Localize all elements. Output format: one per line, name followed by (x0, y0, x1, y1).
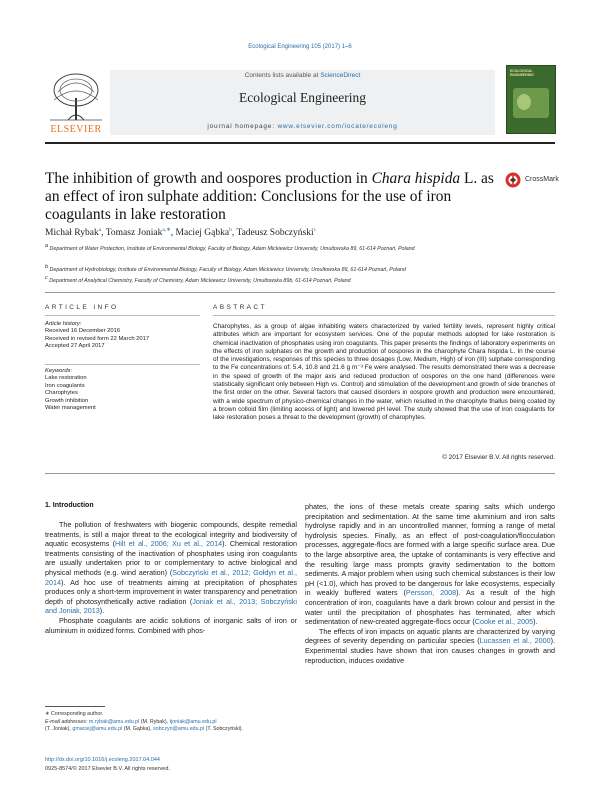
journal-citation[interactable]: Ecological Engineering 105 (2017) 1–6 (248, 44, 352, 50)
journal-cover-thumbnail[interactable] (506, 65, 556, 134)
intro-text: ). (533, 617, 538, 627)
intro-text: ). Ad hoc use of treatments aiming at precipitation of phosphates produces only a short-term improvement in water transparency and penetration depth of photosynthetically active radiation ( (45, 577, 297, 606)
history-revised: Received in revised form 22 March 2017 (45, 335, 150, 342)
email-link[interactable]: m.rybak@amu.edu.pl (88, 718, 140, 725)
email-owner: (T. Joniak), (45, 726, 73, 733)
affiliation-text: Department of Water Protection, Institute of Environmental Biology, Faculty of Biology, Adam Mickiewicz University, Umultowska 89, 61-614 Poznań, Poland (49, 245, 415, 252)
contents-line (110, 72, 495, 79)
email-link[interactable]: gmaciej@amu.edu.pl (72, 726, 123, 733)
article-history (45, 321, 200, 351)
author-separator: , (170, 228, 176, 239)
intro-text: The pollution of freshwaters with biogenic compounds, despite remedial treatments, is still a major threat to the ecological integrity and biodiversity of aquatic ecosystems ( (45, 520, 297, 549)
email-line (45, 726, 305, 734)
title-text-1: The inhibition of growth and oospores production in (45, 170, 372, 187)
reference-link[interactable]: Persson, 2008 (405, 588, 457, 598)
intro-text: ). (99, 606, 105, 616)
keywords-rule (45, 364, 200, 365)
homepage-prefix: journal homepage: (207, 123, 278, 130)
footnote-rule (45, 706, 105, 707)
homepage-link[interactable]: www.elsevier.com/locate/ecoleng (277, 123, 398, 130)
author-affil-marker[interactable]: b (229, 227, 232, 233)
reference-link[interactable]: Sobczyński et al., 2012; Gołdyn et al., 2014 (45, 567, 297, 587)
reference-link[interactable]: Lucassen et al., 2000 (479, 636, 551, 646)
affiliation-marker: c (45, 275, 48, 281)
email-link[interactable]: tjoniak@amu.edu.pl (169, 718, 217, 725)
intro-paragraph (305, 627, 555, 665)
keyword: Lake restoration (45, 375, 87, 382)
abstract-rule (213, 315, 555, 316)
crossmark-badge[interactable] (505, 172, 559, 192)
author-separator: , (231, 228, 237, 239)
article-title (45, 170, 495, 224)
keyword: Water management (45, 405, 96, 412)
author-list (45, 227, 316, 238)
section-divider (45, 473, 555, 474)
affiliation (45, 264, 555, 274)
affiliation-marker: b (45, 264, 49, 270)
email-owner: (M. Gąbka), (122, 726, 154, 733)
intro-text: ). Chemical restoration treatments consisting of the inactivation of phosphates using iron coagulants are usually undertaken prior to or complementary to active biological and physical methods (e.g. wind aeration) ( (45, 539, 297, 577)
reference-link[interactable]: Hilt et al., 2006; Xu et al., 2014 (115, 539, 223, 549)
affiliation-text: Department of Hydrobiology, Institute of Environmental Biology, Faculty of Biology, Adam Mickiewicz University, Umultowska 89, 61-614 Poznań, Poland (49, 266, 406, 273)
keyword: Charophytes (45, 390, 78, 397)
history-received: Received 16 December 2016 (45, 328, 121, 335)
elsevier-logo (46, 70, 106, 136)
keywords-label: Keywords: (45, 368, 73, 374)
affiliation (45, 275, 555, 285)
author-affil-marker[interactable]: a (98, 227, 102, 233)
history-accepted: Accepted 27 April 2017 (45, 343, 105, 350)
keyword: Growth inhibition (45, 397, 89, 404)
footnotes (45, 711, 305, 734)
crossmark-icon (505, 172, 521, 188)
history-label: Article history: (45, 321, 82, 327)
keyword: Iron coagulants (45, 382, 85, 389)
intro-left-column (45, 520, 297, 635)
author-separator: , (101, 228, 106, 239)
affiliation (45, 243, 555, 253)
email-line (45, 719, 305, 727)
abstract-text: Charophytes, as a group of algae inhabiting waters characterized by varied fertility levels, represent highly critical attributes which are important for ecosystem services. One of the popular methods adopted for lake restoration is chemical inactivation of phosphates using iron coagulants. This paper presents the findings of laboratory experiments on the effects of iron sulphates on the growth and production of oospores in the charophyte Chara hispida L. In the course of the investigations, responses of this species to three dosages (Low, Medium, High) of iron (III) sulphate corresponding to the Fe concentrations of: 5.4, 10.8 and 21.6 g m⁻³ Fe were analysed. The results demonstrated there was a decrease in the speed of growth of the major axis and reduced production of oospores on the one hand (differences were statistically significant only between High vs. Control) and stimulation of the development and growth of side branches of the first order on the other. Several factors that caused disorders in oospore growth and production were encountered, with a wide spectrum of physico-chemical changes in the water, which resulted in the charophyte thallus being coated by a brown colloid film (limiting access of light) and lowered pH level. The study showed that the use of iron coagulants for lake restoration poses a threat to the development (growth) of charophytes. (213, 323, 555, 422)
elsevier-wordmark: ELSEVIER (50, 124, 102, 135)
sciencedirect-link[interactable]: ScienceDirect (320, 72, 361, 79)
contents-prefix: Contents lists available at (244, 72, 321, 79)
affiliation-marker: a (45, 243, 49, 249)
keywords-block (45, 368, 200, 412)
abstract-heading: ABSTRACT (213, 304, 267, 311)
email-owner: (T. Sobczyński). (204, 726, 244, 733)
intro-text: ). Experimental studies have shown that iron causes changes in growth and reproduction, induces oxidative (305, 636, 555, 665)
author-name[interactable]: Michał Rybak (45, 228, 99, 239)
author-name[interactable]: Tadeusz Sobczyński (236, 228, 314, 239)
cover-title: ECOLOGICAL ENGINEERING (510, 69, 534, 77)
author-name[interactable]: Maciej Gąbka (175, 228, 230, 239)
header-rule (45, 142, 555, 144)
title-species: Chara hispida (371, 170, 461, 187)
journal-banner (110, 70, 495, 135)
affiliation-text: Department of Analytical Chemistry, Faculty of Chemistry, Adam Mickiewicz University, Umultowska 89b, 61-614 Poznań, Poland (49, 277, 351, 284)
introduction-heading: 1. Introduction (45, 502, 94, 509)
email-label: E-mail addresses: (45, 718, 89, 725)
article-info-rule (45, 315, 200, 316)
cover-image-detail (517, 94, 531, 110)
journal-name: Ecological Engineering (238, 90, 367, 105)
intro-text: phates, the ions of these metals create sparing salts which undergo precipitation and sedimentation. At the same time aluminium and iron salts hydrolyse rapidly and in an uncontrolled manner, forming a range of metal hydrolysis species. Finally, as an effect of post-coagulation/flocculation processes, aggregate-flocs are formed with a large specific surface area. Due to the large absorptive area, the uptake of contaminants is very effective and the resulting large mass prompts gravity sedimentation to the bottom sediments. A major problem when using such chemical substances is their low pH (<1.0), which has proved to be dangerous for lake ecosystems, especially in weakly buffered waters ( (305, 502, 555, 598)
reference-link[interactable]: Cooke et al., 2005 (474, 617, 534, 627)
journal-homepage (110, 123, 495, 130)
author-affil-marker[interactable]: a,∗ (162, 227, 171, 233)
intro-paragraph: Phosphate coagulants are acidic solutions of inorganic salts of iron or aluminium in oxidized forms. Combined with phos- (45, 615, 297, 635)
intro-right-column (305, 502, 555, 665)
issn-line: 0925-8574/© 2017 Elsevier B.V. All rights reserved. (45, 766, 170, 772)
author-name[interactable]: Tomasz Joniak (105, 228, 163, 239)
email-owner: (M. Rybak), (139, 718, 170, 725)
article-info-heading: ARTICLE INFO (45, 304, 119, 311)
intro-paragraph (305, 502, 555, 627)
title-text-2: L. as an effect of iron sulphate addition: Conclusions for the use of iron coagulants in lake restoration (45, 170, 494, 223)
doi-link[interactable]: http://dx.doi.org/10.1016/j.ecoleng.2017.04.044 (45, 757, 160, 763)
email-link[interactable]: sobczyn@amu.edu.pl (153, 726, 205, 733)
author-affil-marker[interactable]: c (313, 227, 317, 233)
section-divider (45, 292, 555, 293)
intro-paragraph (45, 520, 297, 616)
abstract-copyright: © 2017 Elsevier B.V. All rights reserved. (442, 454, 555, 461)
corresponding-author-note: ∗ Corresponding author. (45, 711, 104, 717)
crossmark-label: CrossMark (525, 176, 559, 183)
intro-text: ). As a result of the high concentration of iron, coagulants have a dark brown colour and persist in the water until the precipitation of phosphates has terminated, after which sedimentation of new-created aggregate-flocs occur ( (305, 588, 556, 627)
reference-link[interactable]: Joniak et al., 2013; Sobczyński and Joniak, 2013 (45, 596, 297, 616)
intro-text: The effects of iron impacts on aquatic plants are characterized by varying degrees of severity depending on particular species ( (305, 626, 555, 646)
